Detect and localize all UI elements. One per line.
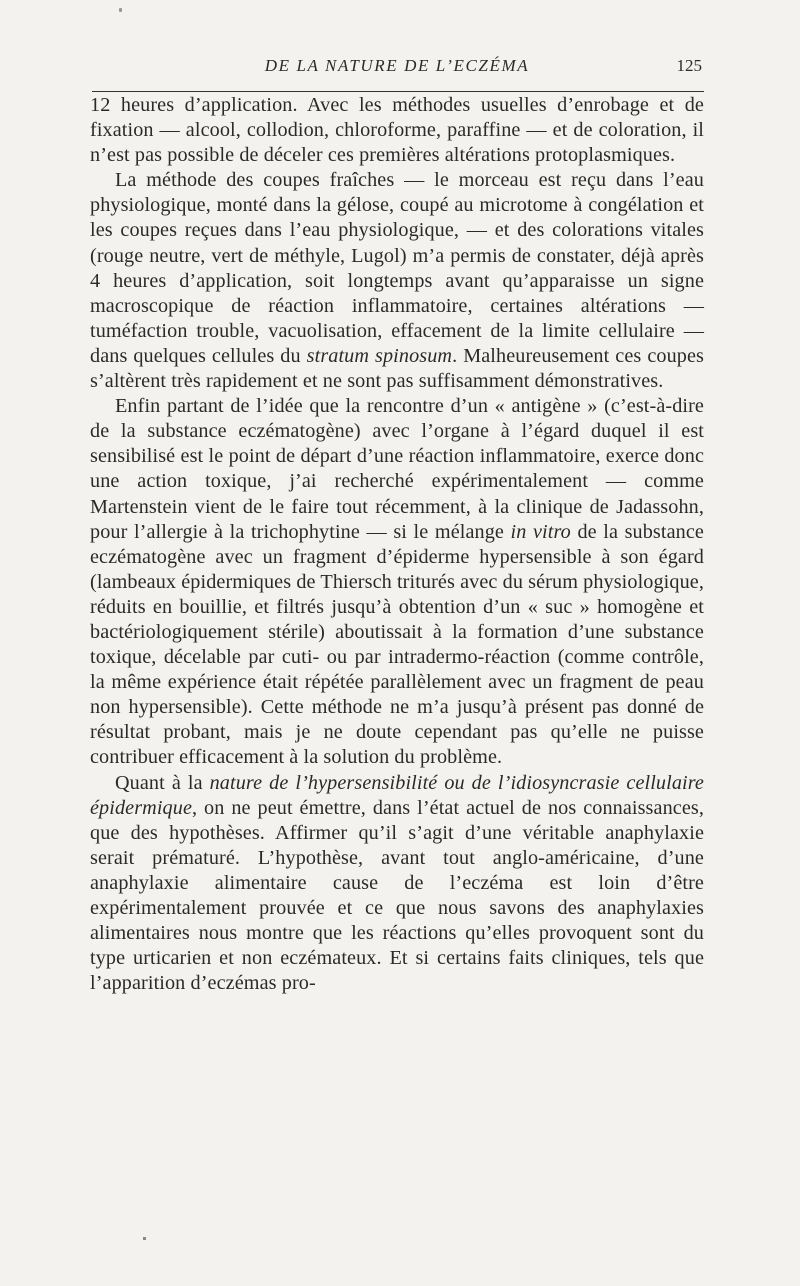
print-speck bbox=[119, 8, 122, 12]
paragraph-3-text-before: Enfin partant de l’idée que la rencontre d’un « antigène » (c’est-à-dire de la substance eczématogène) avec l’organe à l’égard duquel il est sensibilisé est le point de départ d’une réaction inflammatoire, exerce donc une action toxique, j’ai recherché expérimentalement — comme Martenstein vient de le faire tout récemment, à la clinique de Jadassohn, pour l’allergie à la trichophytine — si le mélange bbox=[90, 395, 704, 543]
paragraph-3-emphasis: in vitro bbox=[510, 520, 571, 543]
paragraph-1-text: 12 heures d’application. Avec les méthodes usuelles d’enrobage et de fixation — alcool, collodion, chloroforme, paraffine — et de coloration, il n’est pas possible de déceler ces premières altérations protoplasmiques. bbox=[90, 94, 704, 167]
body-text bbox=[90, 93, 704, 996]
paragraph-2-text-before: La méthode des coupes fraîches — le morceau est reçu dans l’eau physiologique, monté dans la gélose, coupé au microtome à congélation et les coupes reçues dans l’eau physiologique, — et des colorations vitales (rouge neutre, vert de méthyle, Lugol) m’a permis de constater, déjà après 4 heures d’application, soit longtemps avant qu’apparaisse un signe macroscopique de réaction inflammatoire, certaines altérations — tuméfaction trouble, vacuolisation, effacement de la limite cellulaire — dans quelques cellules du bbox=[90, 169, 704, 367]
running-title: DE LA NATURE DE L’ECZÉMA bbox=[264, 56, 530, 75]
paragraph-3-text-after: de la substance eczématogène avec un fragment d’épiderme hypersensible à son égard (lambeaux épidermiques de Thiersch triturés avec du sérum physiologique, réduits en bouillie, et filtrés jusqu’à obtention d’un « suc » homogène et bactériologiquement stérile) aboutissait à la formation d’une substance toxique, décelable par cuti- ou par intradermo-réaction (comme contrôle, la même expérience était répétée parallèlement avec un fragment de peau non hypersensible). Cette méthode ne m’a jusqu’à présent pas donné de résultat probant, mais je ne doute cependant pas qu’elle ne puisse contribuer efficacement à la solution du problème. bbox=[90, 520, 704, 769]
print-speck bbox=[143, 1237, 146, 1240]
page-number: 125 bbox=[676, 56, 702, 75]
paragraph-4-text-after: , on ne peut émettre, dans l’état actuel de nos connaissances, que des hypothèses. Affirmer qu’il s’agit d’une véritable anaphylaxie serait prématuré. L’hypothèse, avant tout anglo-américaine, d’une anaphylaxie alimentaire cause de l’eczéma est loin d’être expérimentalement prouvée et ce que nous savons des anaphylaxies alimentaires nous montre que les réactions qu’elles provoquent sont du type urticarien et non eczémateux. Et si certains faits cliniques, tels que l’apparition d’eczémas pro- bbox=[90, 796, 704, 995]
paragraph-2-text-after: . Malheureusement ces coupes s’altèrent très rapidement et ne sont pas suffisamment démonstratives. bbox=[90, 344, 704, 393]
paragraph-2-emphasis: stratum spinosum bbox=[306, 344, 453, 367]
paragraph-4-emphasis: nature de l’hypersensibilité ou de l’idiosyncrasie cellulaire épidermique bbox=[90, 771, 704, 819]
paragraph-1 bbox=[90, 93, 704, 168]
header-rule bbox=[92, 91, 704, 92]
paragraph-4-text-before: Quant à la bbox=[115, 771, 210, 794]
paragraph-2 bbox=[90, 168, 704, 394]
page-header bbox=[92, 54, 702, 84]
paragraph-3 bbox=[90, 394, 704, 770]
paragraph-4 bbox=[90, 771, 704, 997]
